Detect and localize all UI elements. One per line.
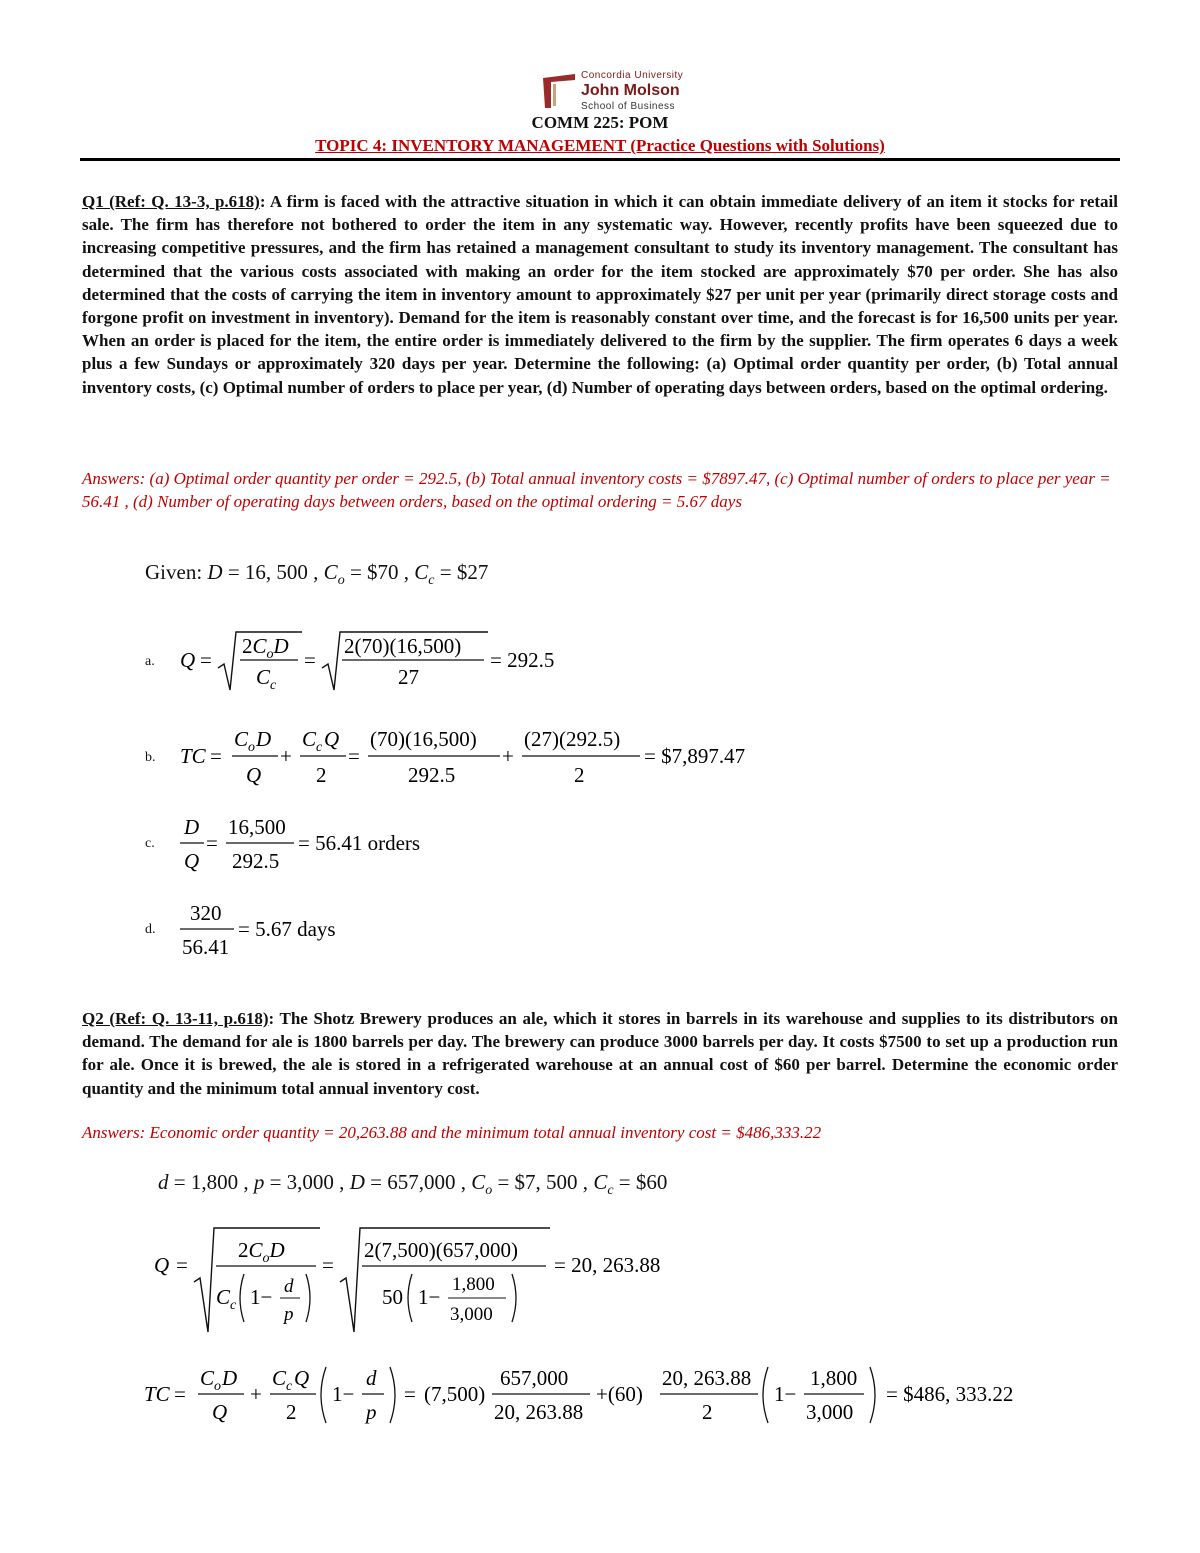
svg-text:Q: Q	[212, 1400, 228, 1424]
q1-formula-d	[170, 894, 430, 966]
svg-text:2: 2	[574, 763, 585, 787]
svg-text:20, 263.88: 20, 263.88	[662, 1366, 752, 1390]
svg-text:56.41: 56.41	[182, 935, 230, 959]
q1-formula-b	[170, 718, 790, 790]
svg-text:20, 263.88: 20, 263.88	[494, 1400, 584, 1424]
svg-text:TC: TC	[180, 744, 206, 768]
label-b: b.	[145, 750, 156, 765]
svg-text:= $7,897.47: = $7,897.47	[644, 744, 746, 768]
svg-text:+(60): +(60)	[596, 1382, 643, 1406]
svg-text:Q: Q	[246, 763, 262, 787]
svg-text:p: p	[366, 1400, 377, 1424]
svg-text:c: c	[270, 678, 277, 693]
svg-text:=: =	[206, 831, 218, 855]
svg-text:50: 50	[382, 1285, 403, 1309]
svg-text:2: 2	[702, 1400, 713, 1424]
svg-text:+: +	[250, 1382, 262, 1406]
svg-text:+: +	[502, 744, 514, 768]
svg-text:1,800: 1,800	[452, 1274, 495, 1295]
svg-text:= 20, 263.88: = 20, 263.88	[554, 1253, 661, 1277]
svg-text:=: =	[174, 1382, 186, 1406]
svg-text:Q: Q	[180, 648, 196, 672]
svg-text:=: =	[404, 1382, 416, 1406]
svg-text:1−: 1−	[332, 1382, 355, 1406]
svg-text:=: =	[210, 744, 222, 768]
q2-eoq-formula	[150, 1222, 710, 1337]
svg-text:o: o	[248, 740, 255, 755]
svg-text:C: C	[272, 1366, 287, 1390]
q1-formula-c	[170, 808, 470, 880]
logo-school-name: John Molson	[581, 82, 680, 99]
svg-text:C: C	[216, 1285, 231, 1309]
svg-text:27: 27	[398, 665, 419, 689]
svg-text:Q: Q	[154, 1253, 170, 1277]
q1-formula-a	[170, 618, 600, 698]
svg-text:=: =	[322, 1253, 334, 1277]
svg-text:657,000: 657,000	[500, 1366, 569, 1390]
svg-text:2(7,500)(657,000): 2(7,500)(657,000)	[364, 1238, 518, 1262]
svg-text:C: C	[302, 727, 317, 751]
label-c: c.	[145, 836, 155, 851]
svg-text:=: =	[348, 744, 360, 768]
svg-text:= 5.67 days: = 5.67 days	[238, 917, 336, 941]
svg-text:Q: Q	[184, 849, 200, 873]
svg-text:1−: 1−	[418, 1285, 441, 1309]
svg-text:c: c	[230, 1298, 237, 1313]
svg-text:292.5: 292.5	[408, 763, 456, 787]
svg-text:=: =	[176, 1253, 188, 1277]
svg-text:C: C	[256, 665, 271, 689]
svg-text:2CoD: $2C_oD$	[242, 634, 289, 662]
svg-text:(70)(16,500): (70)(16,500)	[370, 727, 477, 751]
svg-text:1,800: 1,800	[810, 1366, 858, 1390]
topic-title: TOPIC 4: INVENTORY MANAGEMENT (Practice Questions with Solutions)	[315, 136, 885, 155]
svg-text:c: c	[286, 1379, 293, 1394]
svg-text:292.5: 292.5	[232, 849, 280, 873]
q2-question	[82, 1007, 1118, 1100]
course-title: COMM 225: POM	[531, 113, 669, 132]
q2-answers: Answers: Economic order quantity = 20,263.88 and the minimum total annual inventory cost = $486,333.22	[82, 1123, 822, 1142]
given-label: Given:	[145, 560, 203, 584]
svg-text:D: D	[184, 815, 200, 839]
svg-text:+: +	[280, 744, 292, 768]
svg-text:o: o	[214, 1379, 221, 1394]
svg-text:2: 2	[316, 763, 327, 787]
svg-text:2: 2	[286, 1400, 297, 1424]
svg-text:(7,500): (7,500)	[424, 1382, 486, 1406]
q2-tc-formula	[140, 1355, 1040, 1435]
q1-question	[82, 190, 1118, 399]
logo-mark-icon	[543, 74, 579, 108]
svg-text:3,000: 3,000	[450, 1304, 493, 1325]
svg-text:2CoD: $2C_oD$	[238, 1238, 285, 1266]
svg-text:(27)(292.5): (27)(292.5)	[524, 727, 621, 751]
q2-ref: Q2 (Ref: Q. 13-11, p.618)	[82, 1009, 269, 1028]
svg-text:=: =	[200, 648, 212, 672]
svg-text:Q: Q	[324, 727, 340, 751]
svg-text:320: 320	[190, 901, 222, 925]
svg-text:=: =	[304, 648, 316, 672]
q1-ref: Q1 (Ref: Q. 13-3, p.618)	[82, 192, 260, 211]
svg-text:C: C	[200, 1366, 215, 1390]
q2-text: : The Shotz Brewery produces an ale, which it stores in barrels in its warehouse and supplies to its distributors on demand. The demand for ale is 1800 barrels per day. The brewery can produce 3000 barrels per day. It costs $7500 to set up a production run for ale. Once it is brewed, the ale is stored in a refrigerated warehouse at an annual cost of $60 per barrel. Determine the economic order quantity and the minimum total annual inventory cost.	[82, 1009, 1119, 1098]
svg-text:= $486, 333.22: = $486, 333.22	[886, 1382, 1014, 1406]
svg-text:1−: 1−	[774, 1382, 797, 1406]
svg-text:= 292.5: = 292.5	[490, 648, 555, 672]
svg-text:16,500: 16,500	[228, 815, 286, 839]
svg-text:D: D	[222, 1366, 238, 1390]
svg-text:D: D	[256, 727, 272, 751]
svg-text:3,000: 3,000	[806, 1400, 854, 1424]
q1-answers: Answers: (a) Optimal order quantity per order = 292.5, (b) Total annual inventory costs = $7897.47, (c) Optimal number of orders to place per year = 56.41 , (d) Number of operating days between orders, based on the optimal ordering = 5.67 days	[82, 469, 1111, 512]
jmsb-logo	[543, 70, 684, 114]
q2-given: d = 1,800 , p = 3,000 , D = 657,000 , $C_o$ = $7, 500 , $C_c$ = $60	[158, 1170, 668, 1199]
svg-text:Q: Q	[294, 1366, 310, 1390]
svg-text:C: C	[234, 727, 249, 751]
svg-text:2(70)(16,500): 2(70)(16,500)	[344, 634, 462, 658]
label-d: d.	[145, 922, 156, 937]
svg-text:p: p	[284, 1304, 294, 1325]
q1-given: Given: D = 16, 500 , $C_o$ = $70 , $C_c$ = $27	[145, 560, 489, 589]
logo-university: Concordia University	[581, 70, 684, 81]
q1-text: : A firm is faced with the attractive situation in which it can obtain immediate delivery of an item it stocks for retail sale. The firm has therefore not bothered to order the item in any systematic way. However, recently profits have been squeezed due to increasing competitive pressures, and the firm has retained a management consultant to study its inventory management. The consultant has determined that the various costs associated with making an order for the item stocked are approximately $70 per order. She has also determined that the costs of carrying the item in inventory amount to approximately $27 per unit per year (primarily direct storage costs and forgone profit on investment in inventory). Demand for the item is reasonably constant over time, and the forecast is for 16,500 units per year. When an order is placed for the item, the entire order is immediately delivered to the firm by the supplier. The firm operates 6 days a week plus a few Sundays or approximately 320 days per year. Determine the following: (a) Optimal order quantity per order, (b) Total annual inventory costs, (c) Optimal number of orders to place per year, (d) Number of operating days between orders, based on the optimal ordering.	[82, 192, 1118, 397]
svg-text:= 56.41 orders: = 56.41 orders	[298, 831, 421, 855]
svg-text:TC: TC	[144, 1382, 170, 1406]
svg-text:d: d	[284, 1276, 294, 1297]
svg-text:d: d	[366, 1366, 377, 1390]
svg-text:1−: 1−	[250, 1285, 273, 1309]
svg-text:c: c	[316, 740, 323, 755]
logo-school-subtitle: School of Business	[581, 101, 676, 112]
header-divider	[80, 158, 1120, 161]
label-a: a.	[145, 654, 155, 669]
